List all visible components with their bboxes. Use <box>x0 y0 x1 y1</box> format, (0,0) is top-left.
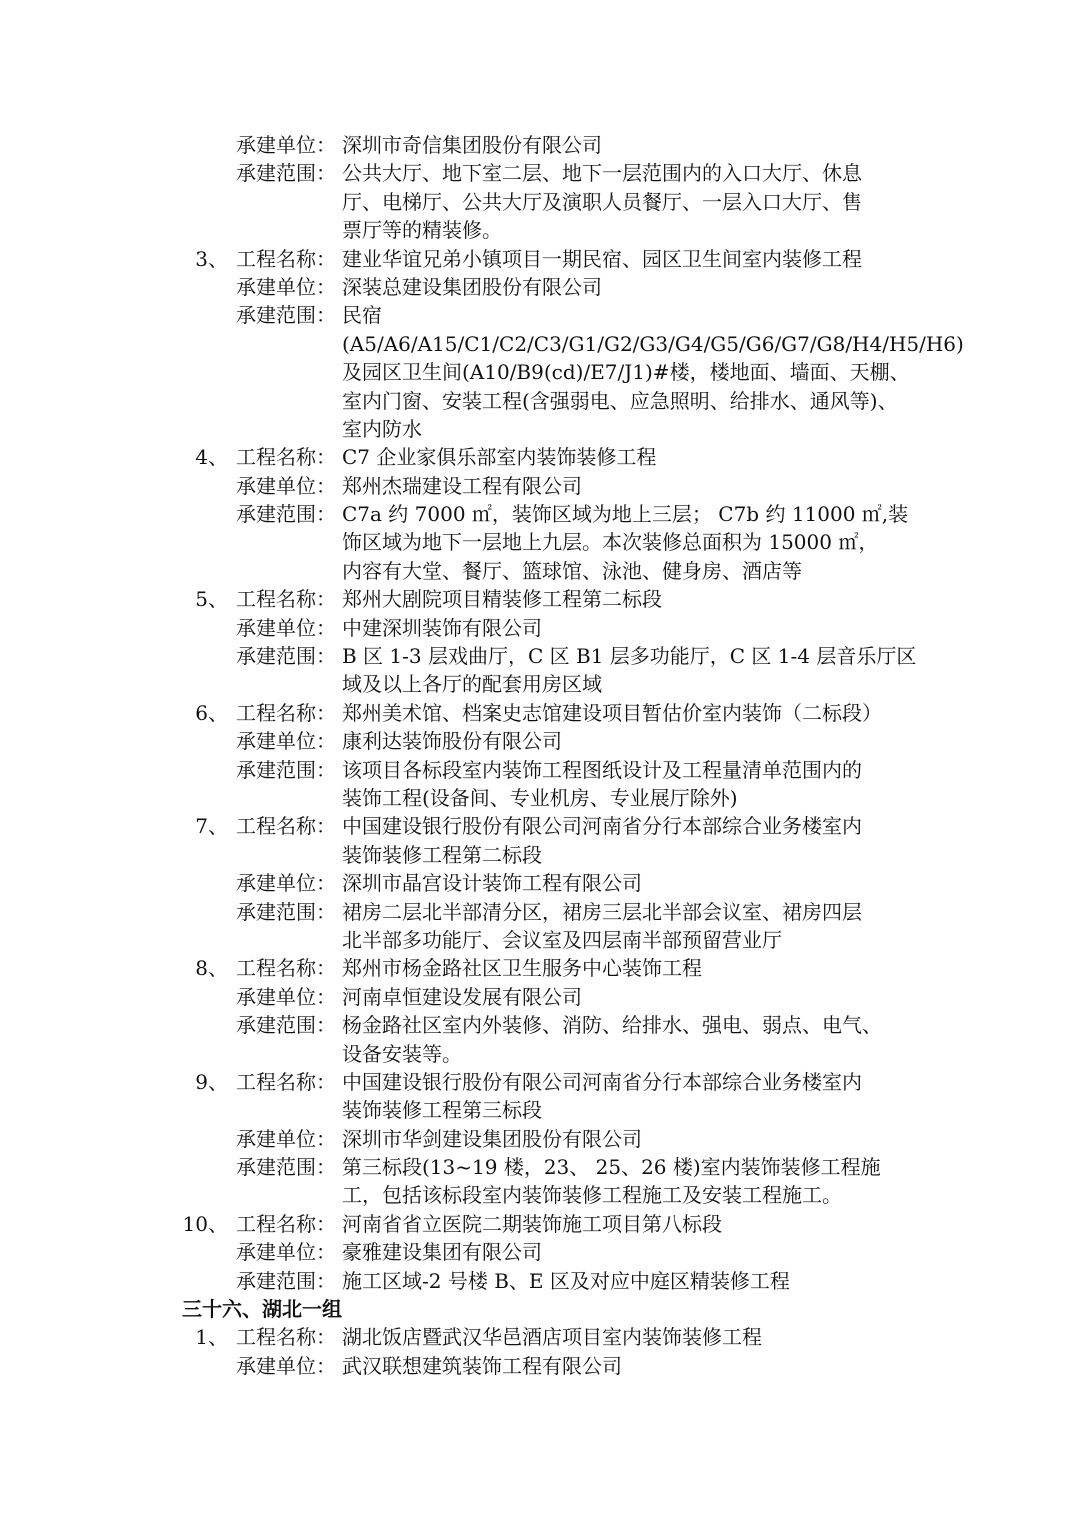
scope-value: C7a 约 7000 ㎡，装饰区域为地上三层； C7b 约 11000 ㎡,装 <box>342 502 909 527</box>
document-line <box>0 245 1080 273</box>
contractor-label: 承建单位： <box>236 984 336 1009</box>
project-name-label: 工程名称： <box>236 956 336 981</box>
document-line <box>0 898 1080 926</box>
contractor-value: 康利达装饰股份有限公司 <box>342 729 562 754</box>
document-line <box>0 188 1080 216</box>
project-name-value: 河南省省立医院二期装饰施工项目第八标段 <box>342 1211 722 1236</box>
document-line <box>0 983 1080 1011</box>
contractor-label: 承建单位： <box>236 729 336 754</box>
continuation-text: 域及以上各厅的配套用房区域 <box>342 672 602 697</box>
contractor-value: 深圳市奇信集团股份有限公司 <box>342 133 602 157</box>
contractor-value: 深圳市华剑建设集团股份有限公司 <box>342 1126 642 1151</box>
document-line <box>0 954 1080 982</box>
continuation-text: 及园区卫生间(A10/B9(cd)/E7/J1)#楼，楼地面、墙面、天棚、 <box>342 360 910 385</box>
document-line <box>0 1267 1080 1295</box>
document-line <box>0 1068 1080 1096</box>
document-line <box>0 443 1080 471</box>
section-title: 三十六、湖北一组 <box>182 1297 342 1322</box>
item-number: 7、 <box>195 814 228 839</box>
continuation-text: 装饰工程(设备间、专业机房、专业展厅除外) <box>342 785 738 810</box>
item-number: 4、 <box>195 445 228 470</box>
scope-label: 承建范围： <box>236 899 336 924</box>
project-name-label: 工程名称： <box>236 814 336 839</box>
continuation-text: 装饰装修工程第二标段 <box>342 842 542 867</box>
item-number: 9、 <box>195 1069 228 1094</box>
contractor-value: 豪雅建设集团有限公司 <box>342 1240 542 1265</box>
document-line <box>0 812 1080 840</box>
document-line <box>0 358 1080 386</box>
project-name-value: 郑州市杨金路社区卫生服务中心装饰工程 <box>342 956 702 981</box>
project-name-label: 工程名称： <box>236 246 336 271</box>
continuation-text: 工，包括该标段室内装饰装修工程施工及安装工程施工。 <box>342 1183 842 1208</box>
document-line <box>0 131 1080 159</box>
scope-value: 施工区域-2 号楼 B、E 区及对应中庭区精装修工程 <box>342 1268 790 1293</box>
continuation-text: 票厅等的精装修。 <box>342 218 502 243</box>
document-line <box>0 756 1080 784</box>
scope-value: 裙房二层北半部清分区，裙房三层北半部会议室、裙房四层 <box>342 899 862 924</box>
scope-label: 承建范围： <box>236 1013 336 1038</box>
document-line <box>0 699 1080 727</box>
continuation-text: 室内防水 <box>342 416 422 441</box>
document-body <box>0 131 1080 1380</box>
continuation-text: 设备安装等。 <box>342 1041 462 1066</box>
document-line <box>0 642 1080 670</box>
scope-label: 承建范围： <box>236 502 336 527</box>
contractor-value: 中建深圳装饰有限公司 <box>342 615 542 640</box>
project-name-label: 工程名称： <box>236 1069 336 1094</box>
document-line <box>0 585 1080 613</box>
document-line <box>0 557 1080 585</box>
document-line <box>0 1125 1080 1153</box>
scope-value: 该项目各标段室内装饰工程图纸设计及工程量清单范围内的 <box>342 757 862 782</box>
document-line <box>0 387 1080 415</box>
item-number: 1、 <box>195 1325 228 1350</box>
document-line <box>0 1323 1080 1351</box>
document-line <box>0 159 1080 187</box>
section-heading <box>0 1295 1080 1323</box>
scope-value: 公共大厅、地下室二层、地下一层范围内的入口大厅、休息 <box>342 161 862 186</box>
document-line <box>0 1096 1080 1124</box>
document-line <box>0 1040 1080 1068</box>
document-line <box>0 1153 1080 1181</box>
project-name-label: 工程名称： <box>236 700 336 725</box>
continuation-text: 室内门窗、安装工程(含强弱电、应急照明、给排水、通风等)、 <box>342 388 898 413</box>
contractor-label: 承建单位： <box>236 274 336 299</box>
document-line <box>0 273 1080 301</box>
item-number: 10、 <box>182 1211 228 1236</box>
scope-label: 承建范围： <box>236 1155 336 1180</box>
project-name-value: 湖北饭店暨武汉华邑酒店项目室内装饰装修工程 <box>342 1325 762 1350</box>
document-line <box>0 500 1080 528</box>
document-line <box>0 301 1080 329</box>
project-name-value: 中国建设银行股份有限公司河南省分行本部综合业务楼室内 <box>342 814 862 839</box>
continuation-text: 内容有大堂、餐厅、篮球馆、泳池、健身房、酒店等 <box>342 558 802 583</box>
continuation-text: 饰区域为地下一层地上九层。本次装修总面积为 15000 ㎡， <box>342 530 879 555</box>
document-line <box>0 1011 1080 1039</box>
document-line <box>0 869 1080 897</box>
project-name-label: 工程名称： <box>236 1325 336 1350</box>
contractor-value: 深装总建设集团股份有限公司 <box>342 274 602 299</box>
document-line <box>0 216 1080 244</box>
scope-value: B 区 1-3 层戏曲厅，C 区 B1 层多功能厅，C 区 1-4 层音乐厅区 <box>342 644 917 669</box>
item-number: 3、 <box>195 246 228 271</box>
document-line <box>0 1181 1080 1209</box>
document-line <box>0 784 1080 812</box>
scope-label: 承建范围： <box>236 303 336 328</box>
document-line <box>0 330 1080 358</box>
document-line <box>0 727 1080 755</box>
document-line <box>0 926 1080 954</box>
contractor-value: 郑州杰瑞建设工程有限公司 <box>342 473 582 498</box>
project-name-value: 郑州大剧院项目精装修工程第二标段 <box>342 587 662 612</box>
project-name-label: 工程名称： <box>236 445 336 470</box>
continuation-text: 厅、电梯厅、公共大厅及演职人员餐厅、一层入口大厅、售 <box>342 189 862 214</box>
item-number: 8、 <box>195 956 228 981</box>
scope-label: 承建范围： <box>236 161 336 186</box>
contractor-label: 承建单位： <box>236 1126 336 1151</box>
project-name-value: 郑州美术馆、档案史志馆建设项目暂估价室内装饰（二标段） <box>342 700 882 725</box>
document-line <box>0 670 1080 698</box>
document-line <box>0 614 1080 642</box>
project-name-label: 工程名称： <box>236 1211 336 1236</box>
scope-label: 承建范围： <box>236 644 336 669</box>
contractor-label: 承建单位： <box>236 615 336 640</box>
scope-label: 承建范围： <box>236 1268 336 1293</box>
document-line <box>0 1352 1080 1380</box>
scope-value: 第三标段(13~19 楼，23、 25、26 楼)室内装饰装修工程施 <box>342 1155 881 1180</box>
scope-value: 杨金路社区室内外装修、消防、给排水、强电、弱点、电气、 <box>342 1013 882 1038</box>
contractor-label: 承建单位： <box>236 1353 336 1378</box>
contractor-label: 承建单位： <box>236 133 336 157</box>
project-name-value: C7 企业家俱乐部室内装饰装修工程 <box>342 445 657 470</box>
project-name-value: 中国建设银行股份有限公司河南省分行本部综合业务楼室内 <box>342 1069 862 1094</box>
document-line <box>0 472 1080 500</box>
document-line <box>0 528 1080 556</box>
item-number: 6、 <box>195 700 228 725</box>
contractor-value: 深圳市晶宫设计装饰工程有限公司 <box>342 871 642 896</box>
contractor-value: 武汉联想建筑装饰工程有限公司 <box>342 1353 622 1378</box>
continuation-text: 装饰装修工程第三标段 <box>342 1098 542 1123</box>
contractor-label: 承建单位： <box>236 1240 336 1265</box>
continuation-text: (A5/A6/A15/C1/C2/C3/G1/G2/G3/G4/G5/G6/G7/G8/H4/H5/H6) <box>342 331 964 356</box>
contractor-label: 承建单位： <box>236 871 336 896</box>
continuation-text: 北半部多功能厅、会议室及四层南半部预留营业厅 <box>342 927 782 952</box>
document-line <box>0 1210 1080 1238</box>
document-line <box>0 415 1080 443</box>
project-name-value: 建业华谊兄弟小镇项目一期民宿、园区卫生间室内装修工程 <box>342 246 862 271</box>
contractor-value: 河南卓恒建设发展有限公司 <box>342 984 582 1009</box>
document-line <box>0 1238 1080 1266</box>
project-name-label: 工程名称： <box>236 587 336 612</box>
scope-label: 承建范围： <box>236 757 336 782</box>
item-number: 5、 <box>195 587 228 612</box>
contractor-label: 承建单位： <box>236 473 336 498</box>
document-line <box>0 841 1080 869</box>
scope-value: 民宿 <box>342 303 382 328</box>
